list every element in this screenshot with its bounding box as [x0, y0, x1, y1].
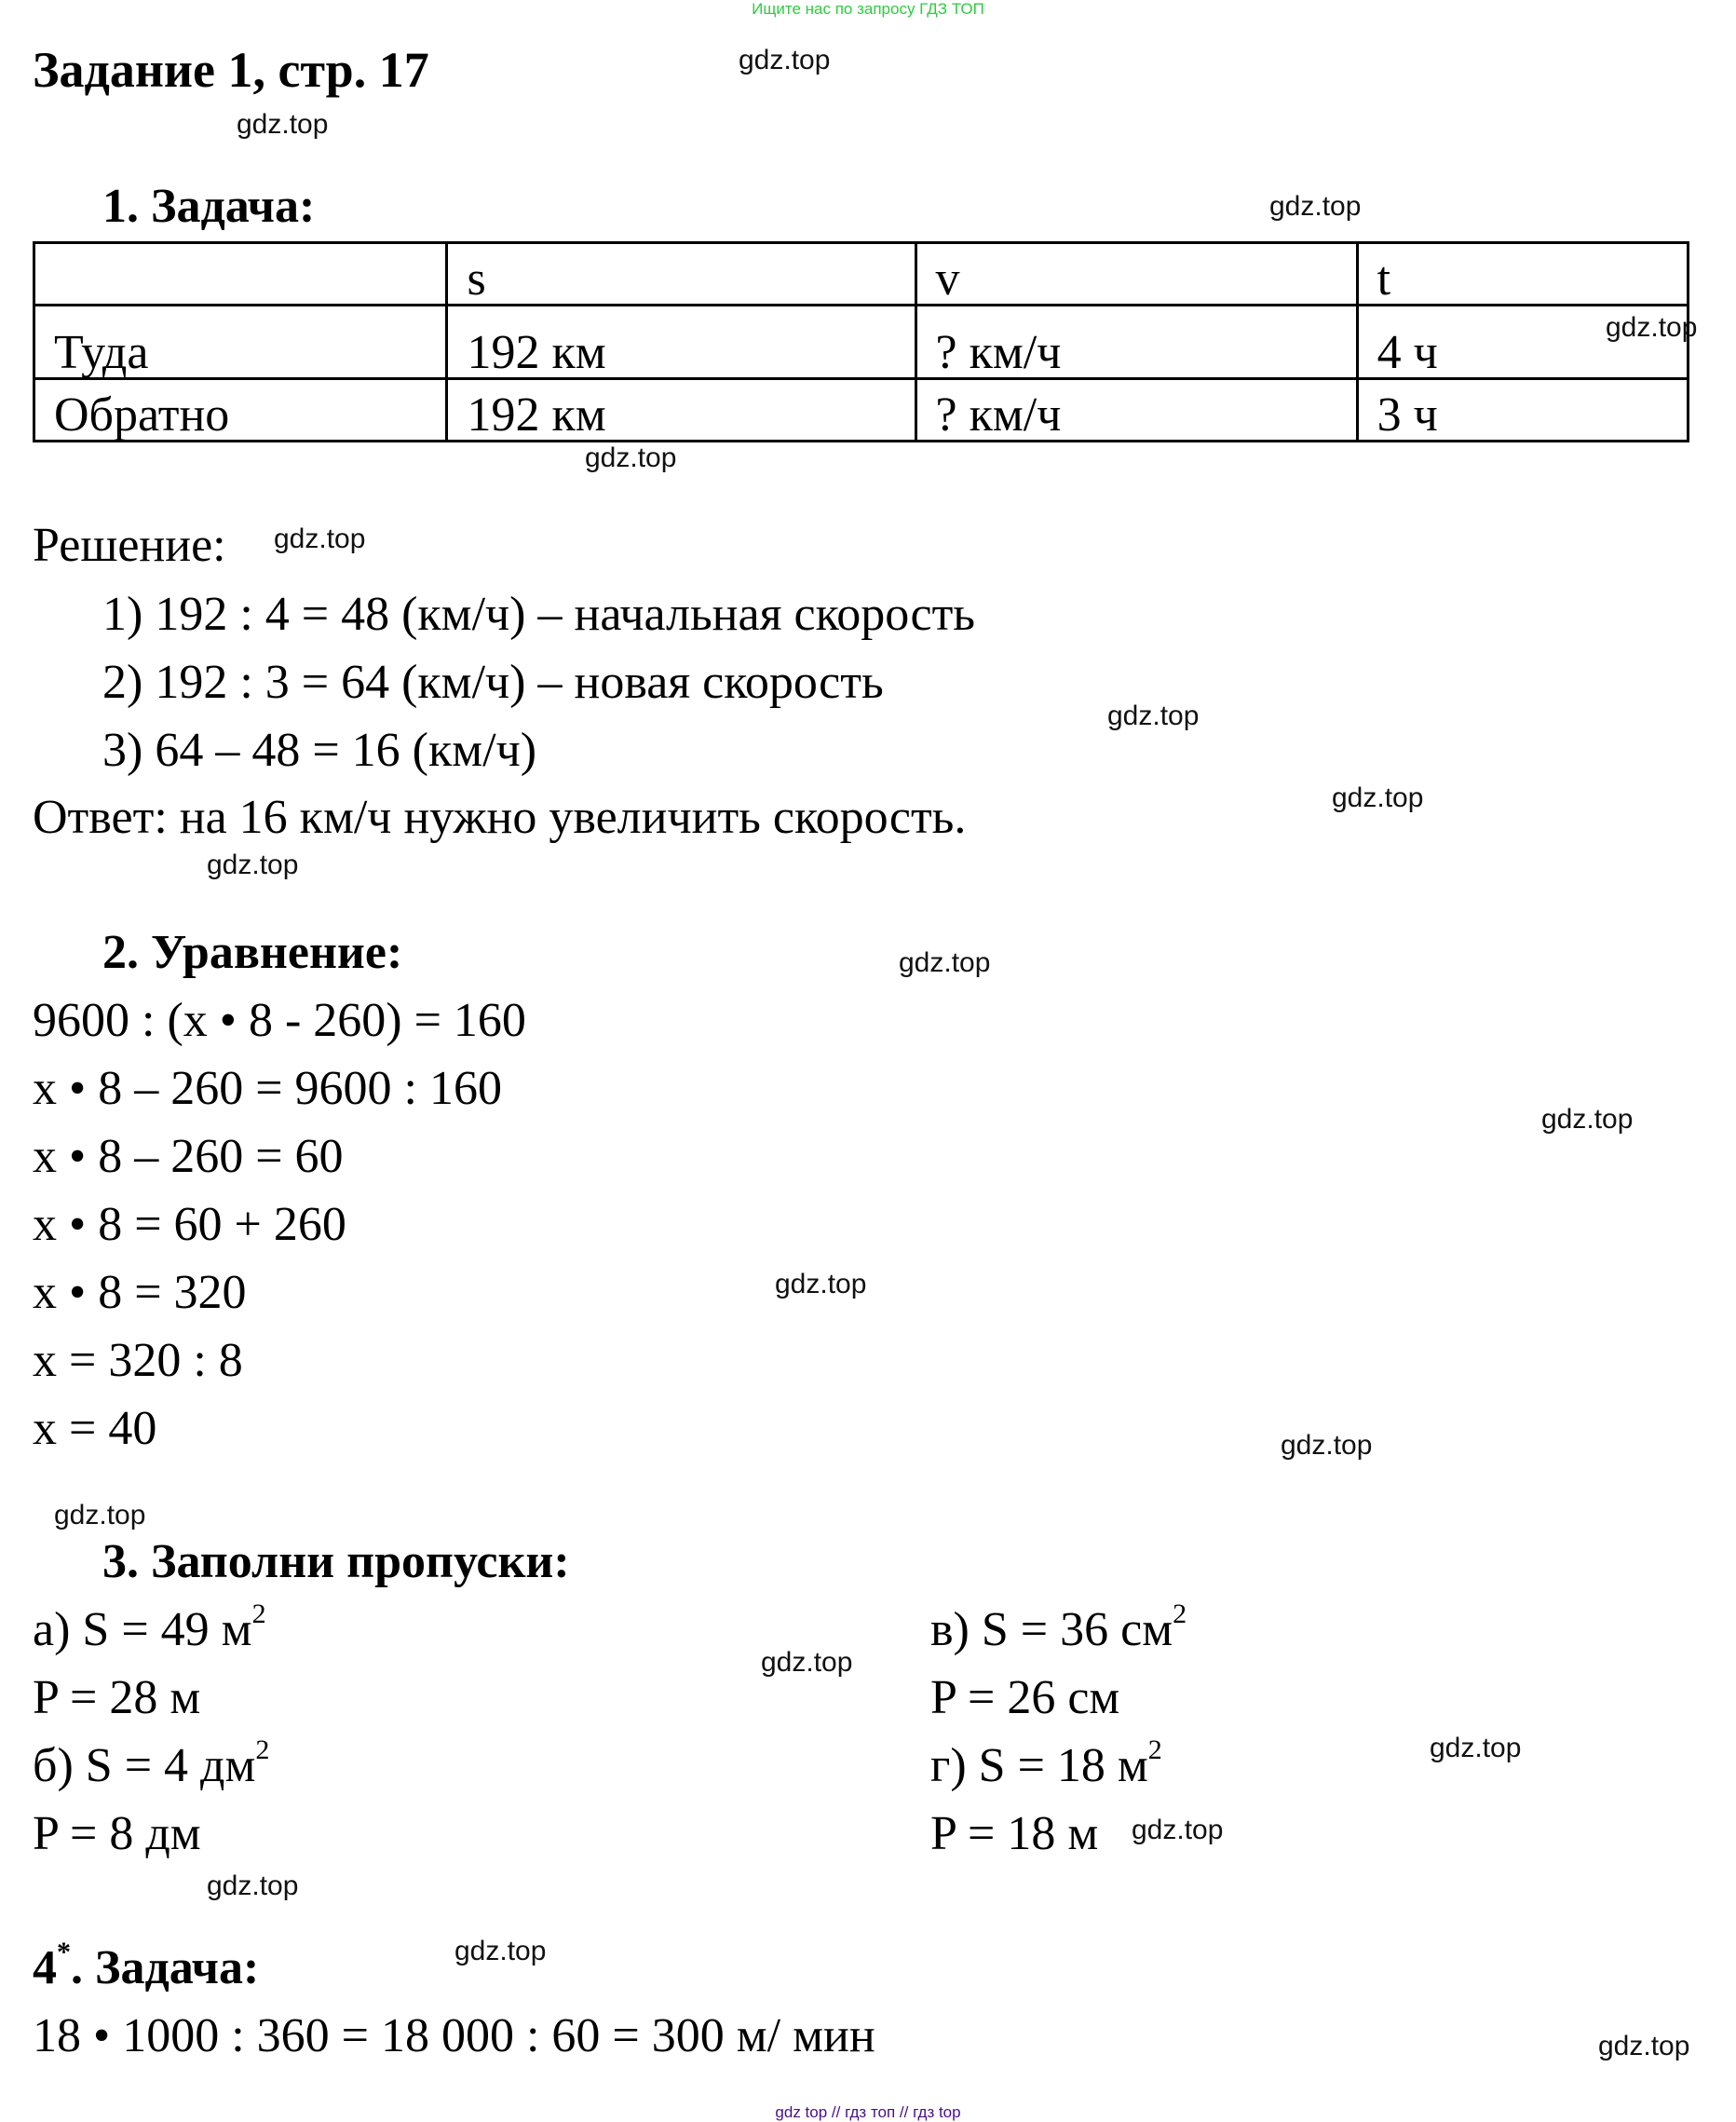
exponent: 2 [251, 1598, 266, 1629]
watermark: gdz.top [1107, 701, 1200, 731]
table-header-cell: v [915, 243, 1357, 306]
page-title: Задание 1, стр. 17 [33, 42, 429, 98]
equation-line: x • 8 = 320 [33, 1266, 247, 1319]
table-cell: ? км/ч [915, 379, 1357, 442]
perimeter-value: P = 28 м [33, 1671, 201, 1724]
watermark: gdz.top [775, 1269, 867, 1299]
table-cell: 192 км [447, 379, 915, 442]
table-header-cell: t [1357, 243, 1688, 306]
watermark: gdz.top [1281, 1430, 1373, 1461]
search-banner[interactable]: Ищите нас по запросу ГДЗ ТОП [752, 0, 984, 18]
solution-step: 3) 64 – 48 = 16 (км/ч) [102, 724, 537, 777]
asterisk-mark: * [57, 1937, 71, 1967]
watermark: gdz.top [1430, 1733, 1522, 1763]
equation-line: 9600 : (x • 8 - 260) = 160 [33, 994, 526, 1047]
watermark: gdz.top [207, 850, 299, 880]
watermark: gdz.top [54, 1500, 146, 1530]
watermark: gdz.top [761, 1647, 853, 1678]
task-table [33, 241, 1689, 442]
exponent: 2 [1147, 1734, 1162, 1765]
watermark: gdz.top [1541, 1104, 1634, 1135]
section4-heading [33, 1937, 260, 1995]
section1-heading: 1. Задача: [102, 180, 316, 233]
watermark: gdz.top [274, 524, 366, 554]
solution-step: 2) 192 : 3 = 64 (км/ч) – новая скорость [102, 656, 884, 709]
equation-line: x = 40 [33, 1402, 157, 1455]
solution-line: 18 • 1000 : 360 = 18 000 : 60 = 300 м/ мин [33, 2009, 875, 2062]
watermark: gdz.top [207, 1870, 299, 1901]
watermark: gdz.top [899, 947, 991, 978]
perimeter-value: P = 8 дм [33, 1807, 201, 1860]
watermark: gdz.top [1332, 782, 1424, 813]
equation-line: x • 8 – 260 = 60 [33, 1130, 344, 1183]
watermark: gdz.top [739, 45, 831, 75]
table-cell: 3 ч [1357, 379, 1688, 442]
perimeter-value: P = 26 см [930, 1671, 1120, 1724]
section4-title: . Задача: [71, 1941, 260, 1994]
section4-number: 4 [33, 1941, 57, 1994]
watermark: gdz.top [1606, 312, 1698, 343]
solution-step: 1) 192 : 4 = 48 (км/ч) – начальная скорость [102, 588, 976, 641]
area-value [33, 1734, 270, 1793]
answer-text: Ответ: на 16 км/ч нужно увеличить скорость. [33, 791, 967, 844]
solution-label: Решение: [33, 519, 226, 572]
table-cell: 192 км [447, 306, 915, 379]
table-cell: Туда [34, 306, 447, 379]
exponent: 2 [1173, 1598, 1187, 1629]
table-cell: ? км/ч [915, 306, 1357, 379]
equation-line: x • 8 – 260 = 9600 : 160 [33, 1062, 502, 1115]
area-label: б) S = 4 дм [33, 1739, 256, 1792]
table-header-cell [34, 243, 447, 306]
watermark: gdz.top [1598, 2031, 1690, 2061]
footer-links[interactable]: gdz top // гдз топ // гдз top [775, 2103, 961, 2121]
area-label: в) S = 36 см [930, 1603, 1173, 1656]
section2-heading: 2. Уравнение: [102, 926, 403, 979]
table-row [34, 306, 1689, 379]
table-header-row [34, 243, 1689, 306]
table-cell: Обратно [34, 379, 447, 442]
section3-heading: 3. Заполни пропуски: [102, 1535, 570, 1588]
area-label: г) S = 18 м [930, 1739, 1148, 1792]
watermark: gdz.top [237, 109, 329, 140]
area-value [930, 1734, 1162, 1793]
equation-line: x • 8 = 60 + 260 [33, 1198, 346, 1251]
table-row [34, 379, 1689, 442]
table-cell: 4 ч [1357, 306, 1688, 379]
table-header-cell: s [447, 243, 915, 306]
exponent: 2 [255, 1734, 270, 1765]
area-value [930, 1598, 1187, 1657]
watermark: gdz.top [1132, 1815, 1224, 1845]
equation-line: x = 320 : 8 [33, 1334, 243, 1387]
watermark: gdz.top [585, 442, 677, 473]
perimeter-value: P = 18 м [930, 1807, 1099, 1860]
watermark: gdz.top [1269, 191, 1362, 222]
area-value [33, 1598, 266, 1657]
watermark: gdz.top [454, 1936, 547, 1966]
area-label: а) S = 49 м [33, 1603, 252, 1656]
